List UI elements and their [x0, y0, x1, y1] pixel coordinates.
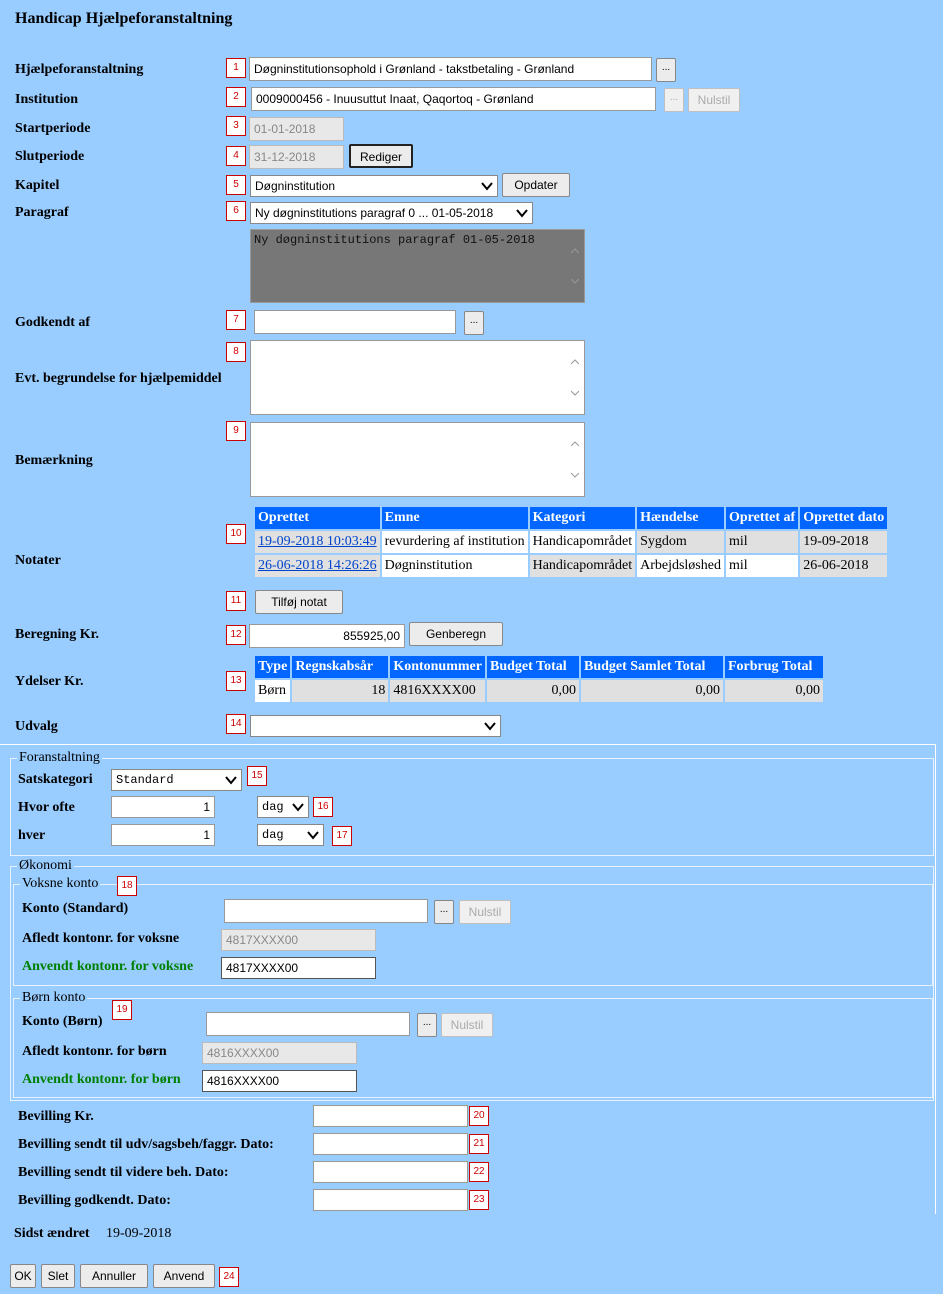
- godkendt-af-field[interactable]: [254, 310, 456, 334]
- udvalg-select[interactable]: [250, 715, 501, 737]
- column-header: Oprettet: [255, 507, 380, 529]
- hjaelpeforanstaltning-field[interactable]: Døgninstitutionsophold i Grønland - takstbetaling - Grønland: [249, 57, 652, 81]
- paragraf-select[interactable]: [250, 202, 533, 224]
- hvor-ofte-field[interactable]: 1: [111, 796, 215, 818]
- notes-table-header: [255, 507, 887, 529]
- table-cell: [255, 555, 380, 577]
- voksne-anvendt-label: Anvendt kontonr. for voksne: [22, 959, 194, 974]
- column-header: Emne: [382, 507, 528, 529]
- table-cell: 0,00: [581, 680, 723, 702]
- begrundelse-textarea[interactable]: [250, 340, 585, 415]
- bevilling-sendt-videre-label: Bevilling sendt til videre beh. Dato:: [18, 1165, 229, 1180]
- hvor-ofte-label: Hvor ofte: [18, 800, 75, 815]
- chevron-down-icon: [307, 830, 319, 840]
- begrundelse-label: Evt. begrundelse for hjælpemiddel: [15, 371, 222, 386]
- beregning-label: Beregning Kr.: [15, 627, 100, 642]
- table-cell: Handicapområdet: [530, 555, 636, 577]
- kapitel-label: Kapitel: [15, 178, 60, 193]
- table-row: [255, 531, 887, 553]
- oekonomi-legend: Økonomi: [19, 858, 72, 873]
- boern-konto-label: Konto (Børn): [22, 1014, 103, 1029]
- textarea-scrollbar[interactable]: [568, 343, 582, 412]
- scroll-up-icon: [571, 248, 579, 254]
- institution-lookup-button[interactable]: ...: [664, 88, 684, 112]
- marker-4: 4: [226, 146, 246, 166]
- boern-afledt-field[interactable]: 4816XXXX00: [202, 1042, 357, 1064]
- table-cell: 26-06-2018: [800, 555, 887, 577]
- kapitel-select-value: Døgninstitution: [255, 179, 336, 193]
- marker-19: 19: [112, 1000, 132, 1020]
- voksne-afledt-field[interactable]: 4817XXXX00: [221, 929, 376, 951]
- genberegn-button[interactable]: Genberegn: [409, 622, 503, 646]
- boern-konto-field[interactable]: [206, 1012, 410, 1036]
- rediger-button[interactable]: Rediger: [349, 144, 413, 168]
- paragraf-label: Paragraf: [15, 205, 69, 220]
- hjaelpeforanstaltning-label: Hjælpeforanstaltning: [15, 62, 144, 77]
- paragraf-text: Ny døgninstitutions paragraf 01-05-2018: [254, 233, 535, 247]
- column-header: Kontonummer: [390, 656, 485, 678]
- paragraf-textarea[interactable]: [250, 229, 585, 303]
- table-cell: Arbejdsløshed: [637, 555, 724, 577]
- ydelser-table-header: [255, 656, 823, 678]
- opdater-button[interactable]: Opdater: [502, 173, 570, 197]
- bevilling-godkendt-field[interactable]: [313, 1189, 468, 1211]
- column-header: Oprettet dato: [800, 507, 887, 529]
- column-header: Forbrug Total: [725, 656, 823, 678]
- marker-5: 5: [226, 175, 246, 195]
- bevilling-kr-field[interactable]: [313, 1105, 468, 1127]
- cancel-button[interactable]: Annuller: [80, 1264, 148, 1288]
- hvor-ofte-unit-select[interactable]: [257, 796, 309, 818]
- beregning-field[interactable]: 855925,00: [249, 624, 405, 648]
- institution-reset-button[interactable]: Nulstil: [688, 88, 740, 112]
- startperiode-field[interactable]: 01-01-2018: [249, 117, 344, 141]
- table-cell: mil: [726, 555, 798, 577]
- boern-afledt-label: Afledt kontonr. for børn: [22, 1044, 167, 1059]
- column-header: Budget Samlet Total: [581, 656, 723, 678]
- marker-12: 12: [226, 625, 246, 645]
- marker-16: 16: [313, 797, 333, 817]
- table-cell: 4816XXXX00: [390, 680, 485, 702]
- ok-button[interactable]: OK: [10, 1264, 36, 1288]
- marker-24: 24: [219, 1267, 239, 1287]
- hver-unit-value: dag: [262, 828, 284, 842]
- bevilling-sendt-udv-label: Bevilling sendt til udv/sagsbeh/faggr. Dato:: [18, 1137, 274, 1152]
- notater-label: Notater: [15, 553, 61, 568]
- marker-22: 22: [469, 1162, 489, 1182]
- godkendt-af-lookup-button[interactable]: ...: [464, 311, 484, 335]
- sidst-aendret-label: Sidst ændret: [14, 1226, 90, 1241]
- table-cell: Døgninstitution: [382, 555, 528, 577]
- boern-anvendt-field[interactable]: 4816XXXX00: [202, 1070, 357, 1092]
- note-link[interactable]: 26-06-2018 14:26:26: [258, 558, 377, 573]
- institution-field[interactable]: 0009000456 - Inuusuttut Inaat, Qaqortoq - Grønland: [251, 87, 656, 111]
- udvalg-label: Udvalg: [15, 719, 58, 734]
- textarea-scrollbar[interactable]: [568, 232, 582, 300]
- apply-button[interactable]: Anvend: [153, 1264, 215, 1288]
- table-cell: 0,00: [487, 680, 579, 702]
- bevilling-kr-label: Bevilling Kr.: [18, 1109, 94, 1124]
- startperiode-label: Startperiode: [15, 121, 91, 136]
- add-note-button[interactable]: Tilføj notat: [255, 590, 343, 614]
- hvor-ofte-unit-value: dag: [262, 800, 284, 814]
- chevron-down-icon: [292, 802, 304, 812]
- column-header: Oprettet af: [726, 507, 798, 529]
- delete-button[interactable]: Slet: [41, 1264, 75, 1288]
- scroll-up-icon: [571, 441, 579, 447]
- slutperiode-field[interactable]: 31-12-2018: [249, 145, 344, 169]
- column-header: Kategori: [530, 507, 636, 529]
- column-header: Regnskabsår: [292, 656, 388, 678]
- table-cell: 18: [292, 680, 388, 702]
- column-header: Budget Total: [487, 656, 579, 678]
- table-cell: Børn: [255, 680, 290, 702]
- marker-9: 9: [226, 421, 246, 441]
- boern-anvendt-label: Anvendt kontonr. for børn: [22, 1072, 181, 1087]
- table-cell: revurdering af institution: [382, 531, 528, 553]
- voksne-konto-reset-button[interactable]: Nulstil: [459, 900, 511, 924]
- paragraf-select-value: Ny døgninstitutions paragraf 0 ... 01-05-2018: [255, 206, 494, 220]
- hver-unit-select[interactable]: [257, 824, 324, 846]
- bemaerkning-textarea[interactable]: [250, 422, 585, 497]
- table-cell: [255, 531, 380, 553]
- institution-label: Institution: [15, 92, 79, 107]
- textarea-scrollbar[interactable]: [568, 425, 582, 494]
- marker-18: 18: [117, 876, 137, 896]
- voksne-anvendt-field[interactable]: 4817XXXX00: [221, 957, 376, 979]
- godkendt-af-label: Godkendt af: [15, 315, 91, 330]
- bemaerkning-label: Bemærkning: [15, 453, 93, 468]
- table-row: [255, 555, 887, 577]
- voksne-konto-lookup-button[interactable]: ...: [434, 900, 454, 924]
- ydelser-label: Ydelser Kr.: [15, 674, 84, 689]
- column-header: Type: [255, 656, 290, 678]
- chevron-down-icon: [484, 721, 496, 731]
- chevron-down-icon: [225, 775, 237, 785]
- marker-10: 10: [226, 524, 246, 544]
- table-cell: 0,00: [725, 680, 823, 702]
- marker-6: 6: [226, 201, 246, 221]
- satskategori-label: Satskategori: [18, 772, 93, 787]
- voksne-konto-legend: Voksne konto: [22, 876, 99, 891]
- marker-13: 13: [226, 671, 246, 691]
- voksne-konto-label: Konto (Standard): [22, 901, 129, 916]
- table-cell: Sygdom: [637, 531, 724, 553]
- foranstaltning-legend: Foranstaltning: [19, 750, 100, 765]
- marker-8: 8: [226, 342, 246, 362]
- table-cell: 19-09-2018: [800, 531, 887, 553]
- marker-7: 7: [226, 310, 246, 330]
- table-cell: Handicapområdet: [530, 531, 636, 553]
- chevron-down-icon: [481, 181, 493, 191]
- chevron-down-icon: [516, 208, 528, 218]
- column-header: Hændelse: [637, 507, 724, 529]
- ydelser-table: [253, 654, 825, 704]
- satskategori-select-value: Standard: [116, 773, 174, 787]
- bevilling-godkendt-label: Bevilling godkendt. Dato:: [18, 1193, 171, 1208]
- bevilling-sendt-udv-field[interactable]: [313, 1133, 468, 1155]
- boern-konto-reset-button[interactable]: Nulstil: [441, 1013, 493, 1037]
- table-cell: mil: [726, 531, 798, 553]
- slutperiode-label: Slutperiode: [15, 149, 85, 164]
- marker-3: 3: [226, 116, 246, 136]
- scroll-down-icon: [571, 390, 579, 396]
- marker-23: 23: [469, 1190, 489, 1210]
- hjaelpeforanstaltning-lookup-button[interactable]: ...: [656, 58, 676, 82]
- marker-21: 21: [469, 1134, 489, 1154]
- satskategori-select[interactable]: [111, 769, 242, 791]
- scroll-down-icon: [571, 472, 579, 478]
- notes-table: [253, 505, 889, 579]
- marker-2: 2: [226, 87, 246, 107]
- hver-label: hver: [18, 828, 46, 843]
- marker-1: 1: [226, 58, 246, 78]
- scroll-up-icon: [571, 359, 579, 365]
- page-title: Handicap Hjælpeforanstaltning: [15, 10, 233, 27]
- sidst-aendret-value: 19-09-2018: [106, 1226, 172, 1241]
- scroll-down-icon: [571, 278, 579, 284]
- marker-20: 20: [469, 1106, 489, 1126]
- marker-11: 11: [226, 591, 246, 611]
- marker-15: 15: [247, 766, 267, 786]
- boern-konto-legend: Børn konto: [22, 990, 86, 1005]
- voksne-afledt-label: Afledt kontonr. for voksne: [22, 931, 180, 946]
- marker-14: 14: [226, 714, 246, 734]
- hver-field[interactable]: 1: [111, 824, 215, 846]
- kapitel-select[interactable]: [250, 175, 498, 197]
- note-link[interactable]: 19-09-2018 10:03:49: [258, 534, 377, 549]
- bevilling-sendt-videre-field[interactable]: [313, 1161, 468, 1183]
- boern-konto-lookup-button[interactable]: ...: [417, 1013, 437, 1037]
- voksne-konto-field[interactable]: [224, 899, 428, 923]
- marker-17: 17: [332, 826, 352, 846]
- table-row: [255, 680, 823, 702]
